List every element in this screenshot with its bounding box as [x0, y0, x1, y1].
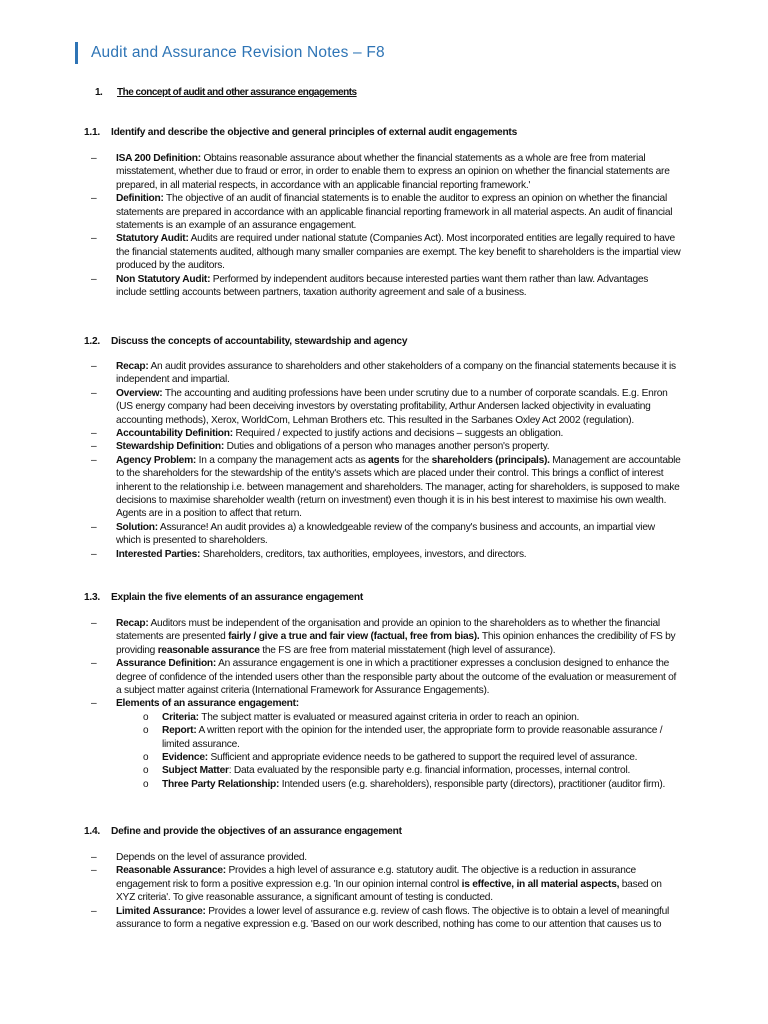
item-label: Overview: — [116, 387, 163, 399]
list-item — [91, 454, 681, 521]
item-label: Interested Parties: — [116, 548, 201, 560]
item-text: The accounting and auditing professions have been under scrutiny due to a number of corporate scandals. E.g. Enron (US energy company had been deceiving investors by overstating profitability, Arthur Andersen lacked objectivity in evaluating accounting methods), Xerox, WorldCom, Lehman Brothers etc. This resulted in the Sarbanes Oxley Act 2002 (regulation). — [116, 387, 668, 426]
item-emphasis: reasonable assurance — [157, 644, 260, 656]
item-label: Reasonable Assurance: — [116, 865, 226, 877]
sub-list-item — [91, 724, 681, 751]
heading-1-number: 1. — [95, 87, 103, 98]
item-emphasis: is effective, in all material aspects, — [461, 878, 620, 890]
item-text: Sufficient and appropriate evidence needs to be gathered to support the required level of assurance. — [207, 752, 638, 764]
circle-bullet: o — [143, 711, 149, 723]
list-item — [91, 548, 681, 561]
sub-list-item — [91, 751, 681, 764]
list-item — [91, 440, 681, 453]
item-text: Intended users (e.g. shareholders), responsible party (directors), practitioner (auditor firm). — [279, 778, 666, 790]
item-text: : Data evaluated by the responsible party e.g. financial information, processes, internal control. — [228, 765, 631, 777]
section-1-1-list — [91, 152, 681, 299]
item-text: Provides a lower level of assurance e.g. review of cash flows. The objective is to obtain a level of meaningful assurance to form a negative expression e.g. 'Based on our work described, nothing has come to our attention that causes us to — [116, 905, 670, 931]
list-item — [91, 521, 681, 548]
item-label: Non Statutory Audit: — [116, 273, 211, 285]
item-text: A written report with the opinion for the intended user, the appropriate form to provide reasonable assurance / limited assurance. — [162, 725, 663, 750]
dash-bullet: – — [91, 273, 97, 285]
item-label: Limited Assurance: — [116, 905, 206, 917]
item-text: Required / expected to justify actions and decisions – suggests an obligation. — [232, 428, 564, 440]
list-item — [91, 905, 681, 932]
item-label: Report: — [162, 725, 197, 737]
section-1-4-list — [91, 851, 681, 931]
circle-bullet: o — [143, 765, 149, 777]
section-title-text: Discuss the concepts of accountability, stewardship and agency — [111, 336, 408, 347]
section-number: 1.4. — [84, 826, 100, 837]
section-number: 1.2. — [84, 336, 100, 347]
dash-bullet: – — [91, 441, 97, 453]
item-label: Stewardship Definition: — [116, 441, 225, 453]
list-item — [91, 152, 681, 192]
section-title-text: Explain the five elements of an assurance engagement — [111, 592, 363, 603]
dash-bullet: – — [91, 387, 97, 399]
dash-bullet: – — [91, 852, 97, 863]
dash-bullet: – — [91, 428, 97, 440]
list-item — [91, 387, 681, 427]
dash-bullet: – — [91, 233, 97, 245]
item-label: Evidence: — [162, 752, 208, 764]
dash-bullet: – — [91, 865, 97, 877]
section-number: 1.3. — [84, 592, 100, 603]
item-text: based on XYZ criteria'. To give reasonable assurance, a significant amount of testing is conducted. — [116, 878, 662, 904]
list-item — [91, 427, 681, 440]
heading-1 — [95, 87, 357, 98]
section-1-2-list — [91, 360, 681, 561]
dash-bullet: – — [91, 905, 97, 917]
dash-bullet: – — [91, 454, 97, 466]
item-label: Definition: — [116, 193, 164, 205]
dash-bullet: – — [91, 618, 97, 629]
item-label: ISA 200 Definition: — [116, 153, 201, 164]
item-text: An assurance engagement is one in which a practitioner expresses a conclusion designed to enhance the degree of confidence of the intended users other than the responsible party about the outcome of the evaluation or measurement of a subject matter against criteria (International Framework for Assurance Engagements). — [116, 658, 677, 697]
item-label: Solution: — [116, 521, 158, 533]
list-item — [91, 192, 681, 232]
item-text: This opinion enhances the credibility of FS by providing — [116, 631, 676, 656]
circle-bullet: o — [143, 752, 149, 764]
item-text: The subject matter is evaluated or measured against criteria in order to reach an opinion. — [198, 711, 580, 723]
item-label: Criteria: — [162, 711, 199, 723]
item-label: Recap: — [116, 361, 149, 372]
item-label: Accountability Definition: — [116, 428, 233, 440]
item-text: Management are accountable to the shareholders for the stewardship of the entity's assets which are placed under their control. This brings a conflict of interest inherent to the relationship i.e. between management and shareholders. The manager, acting for shareholders, is supposed to make decisions to maximise shareholder wealth (return on investment) even though it is in his best interest to maximise his own wealth. Agents are in a position to affect that return. — [116, 454, 681, 520]
dash-bullet: – — [91, 521, 97, 533]
section-1-3-title — [84, 592, 363, 603]
sub-list-item — [91, 778, 681, 791]
section-title-text: Define and provide the objectives of an assurance engagement — [111, 826, 402, 837]
item-label: Subject Matter — [162, 765, 229, 777]
item-text: Obtains reasonable assurance about whether the financial statements as a whole are free from material misstatement, whether due to fraud or error, in order to enable them to express an opinion on whether the financial statements are prepared, in all material respects, in accordance with an applicable financial reporting framework.' — [116, 153, 670, 191]
item-emphasis: fairly / give a true and fair view (factual, free from bias). — [228, 631, 480, 643]
circle-bullet: o — [143, 778, 149, 790]
item-text: Performed by independent auditors because interested parties want them rather than law. Advantages include settling accounts between partners, taxation authority agreement and sale of a business. — [116, 273, 649, 299]
page-header: Audit and Assurance Revision Notes – F8 — [75, 42, 385, 64]
dash-bullet: – — [91, 548, 97, 560]
dash-bullet: – — [91, 658, 97, 670]
item-text: In a company the management acts as — [196, 454, 369, 466]
item-text: Provides a high level of assurance e.g. statutory audit. The objective is a reduction in assurance engagement risk to form a positive expression e.g. 'In our opinion internal control — [116, 865, 636, 890]
item-emphasis: agents — [368, 454, 400, 466]
section-1-1-title — [84, 127, 517, 138]
item-text: Shareholders, creditors, tax authorities, employees, investors, and directors. — [200, 548, 527, 560]
item-label: Three Party Relationship: — [162, 778, 280, 790]
list-item — [91, 697, 681, 710]
item-label: Statutory Audit: — [116, 233, 189, 245]
list-item — [91, 617, 681, 657]
list-item — [91, 273, 681, 300]
dash-bullet: – — [91, 193, 97, 205]
list-item — [91, 864, 681, 904]
heading-1-text: The concept of audit and other assurance engagements — [117, 87, 357, 98]
dash-bullet: – — [91, 698, 97, 710]
section-number: 1.1. — [84, 127, 100, 138]
item-text: for the — [399, 454, 432, 466]
item-text: Audits are required under national statute (Companies Act). Most incorporated entities are legally required to have the financial statements audited, although many smaller companies are exempt. The key benefit to shareholders is the impartial view produced by the auditors. — [116, 233, 681, 272]
list-item — [91, 360, 681, 387]
item-label: Recap: — [116, 618, 149, 629]
item-label: Agency Problem: — [116, 454, 197, 466]
sub-list-item — [91, 711, 681, 724]
section-1-4-title — [84, 826, 402, 837]
item-text: Assurance! An audit provides a) a knowledgeable review of the company's business and accounts, an impartial view which is presented to shareholders. — [116, 521, 655, 547]
item-label: Assurance Definition: — [116, 658, 217, 670]
list-item — [91, 851, 681, 864]
circle-bullet: o — [143, 725, 149, 737]
sub-list-item — [91, 764, 681, 777]
item-text: Depends on the level of assurance provided. — [116, 852, 307, 863]
section-1-3-list — [91, 617, 681, 791]
list-item — [91, 232, 681, 272]
section-1-2-title — [84, 336, 407, 347]
item-text: Auditors must be independent of the organisation and provide an opinion to the shareholders as to whether the financial statements are presented — [116, 618, 660, 643]
item-text: the FS are free from material misstatement (high level of assurance). — [259, 644, 556, 656]
item-text: An audit provides assurance to shareholders and other stakeholders of a company on the financial statements because it is independent and impartial. — [116, 361, 676, 386]
item-label: Elements of an assurance engagement: — [116, 698, 299, 710]
section-title-text: Identify and describe the objective and general principles of external audit engagements — [111, 127, 517, 138]
item-text: The objective of an audit of financial statements is to enable the auditor to express an opinion on whether the financial statements are prepared in accordance with an applicable financial reporting framework in all material aspects. An audit of financial statements is an example of an assurance engagement. — [116, 193, 673, 232]
dash-bullet: – — [91, 153, 97, 164]
item-text: Duties and obligations of a person who manages another person's property. — [224, 441, 550, 453]
item-emphasis: shareholders (principals). — [431, 454, 550, 466]
list-item — [91, 657, 681, 697]
dash-bullet: – — [91, 361, 97, 372]
